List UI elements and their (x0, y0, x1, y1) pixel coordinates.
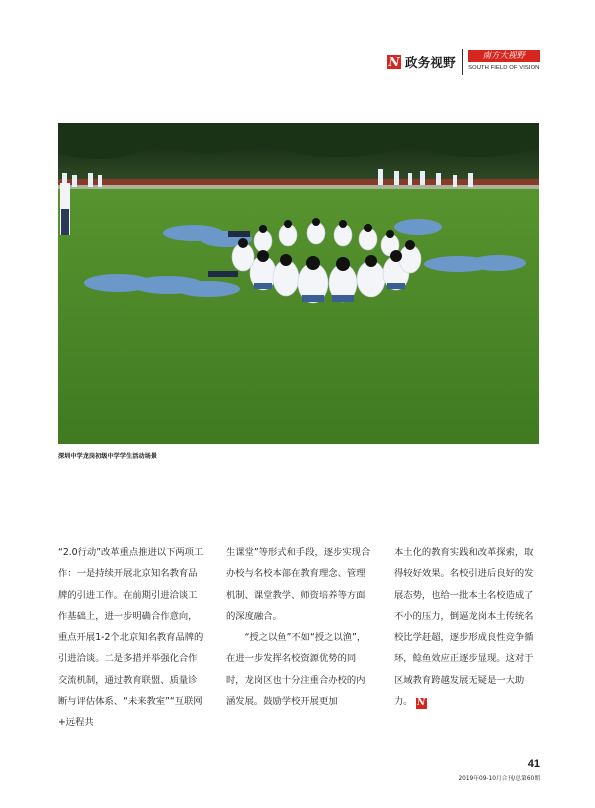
article-body (58, 542, 541, 734)
brand-name: 南方大视野 (468, 50, 540, 62)
paragraph: 生课堂”等形式和手段，逐步实现合办校与名校本部在教育理念、管理机制、课堂教学、师资培养等方面的深度融合。 (226, 547, 371, 622)
paragraph: “2.0行动”改革重点推进以下两项工作：一是持续开展北京知名教育品牌的引进工作。在前期引进洽谈工作基础上，进一步明确合作意向，重点开展1-2个北京知名教育品牌的引进洽谈。二是多措并举强化合作交流机制，通过教育联盟、质量诊断与评估体系、“未来教室”“互联网+远程共 (58, 547, 204, 729)
article-column-2 (226, 542, 373, 734)
section-title: 政务视野 (405, 55, 456, 70)
end-mark-icon: N (416, 698, 426, 709)
magazine-logo: N (388, 55, 400, 69)
photo-caption: 深圳中学龙岗初级中学学生活动场景 (58, 453, 157, 460)
page-number: 41 (527, 758, 540, 770)
section-english-title: SOUTH FIELD OF VISION (468, 64, 540, 71)
masthead (387, 48, 540, 76)
article-photo (58, 123, 539, 444)
students-on-field-image (58, 123, 539, 444)
paragraph: “授之以鱼”不如“授之以渔”，在进一步发挥名校资源优势的同时，龙岗区也十分注重合办校的内涵发展。鼓励学校开展更加 (226, 632, 367, 708)
paragraph (394, 542, 541, 712)
article-column-1 (58, 542, 205, 734)
masthead-divider (462, 49, 463, 75)
paragraph-text: 本土化的教育实践和改革探索，取得较好效果。名校引进后良好的发展态势，也给一批本土名校造成了不小的压力，倒逼龙岗本土传统名校比学赶超，逐步形成良性竞争循环，鲶鱼效应正逐步显现。这对于区域教育跨越发展无疑是一大助力。 (394, 547, 534, 708)
article-column-3 (394, 542, 541, 734)
brand-block (468, 50, 540, 75)
issue-info: 2019年09-10月合刊/总第60期 (458, 776, 540, 782)
